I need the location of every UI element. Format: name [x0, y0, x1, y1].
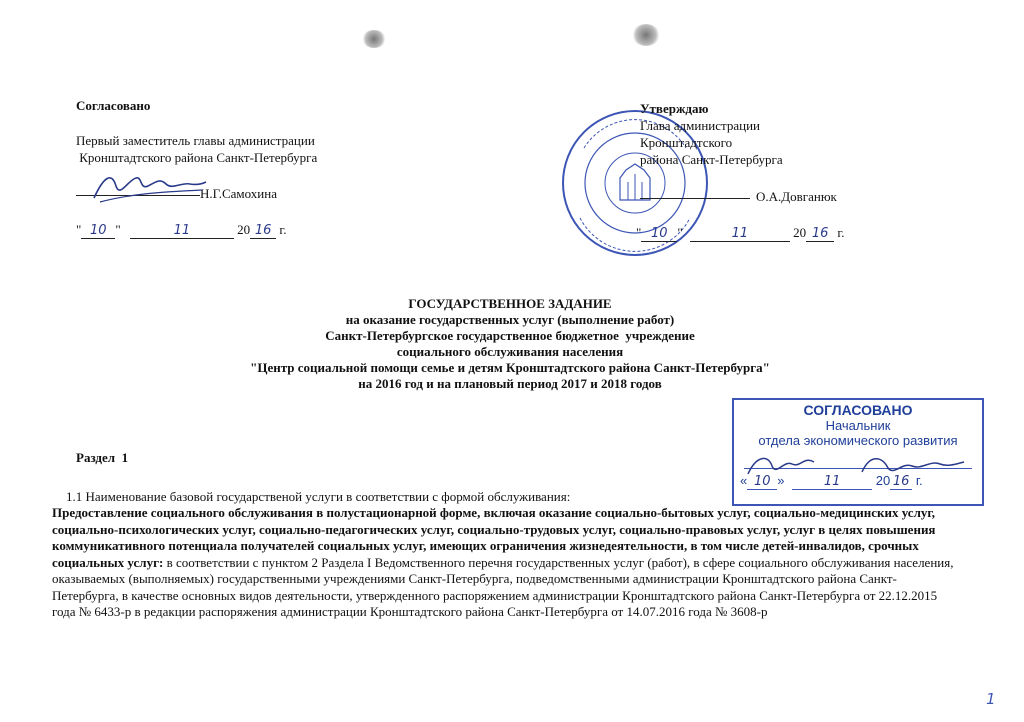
- right-date-day: 10: [641, 226, 677, 242]
- left-signature: [90, 168, 210, 208]
- service-name-bold: Предоставление социального обслуживания в полустационарной форме, включая оказание социально-бытовых услуг, социально-медицинских услуг, социально-психологических услуг, социально-педагогических услуг, социально-трудовых услуг, социально-правовых услуг, услуг в целях повышения коммуникативного потенциала получателей социальных услуг, имеющих ограничения жизнедеятельности, в том числе детей-инвалидов, срочных социальных услуг:: [52, 505, 936, 570]
- stamp-line2: отдела экономического развития: [758, 433, 958, 448]
- right-date-row: [636, 225, 845, 242]
- service-basis-text: в соответствии с пунктом 2 Раздела I Ведомственного перечня государственных услуг (работ), в сфере социального обслуживания населения, оказываемых (выполняемых) государственными учреждениями Санкт-Петербурга, подведомственными администрации Кронштадтского района Санкт-Петербурга, в качестве основных видов деятельности, утвержденного распоряжением администрации Кронштадтского района Санкт-Петербурга от 22.12.2015 года № 6433-р в редакции распоряжения администрации Кронштадтского района Санкт-Петербурга от 14.07.2016 года № 3608-р: [52, 554, 954, 619]
- title-line1: ГОСУДАРСТВЕННОЕ ЗАДАНИЕ: [408, 296, 612, 311]
- body-paragraph: [52, 505, 958, 621]
- document-title: [160, 296, 860, 392]
- left-date-year-suffix: 16: [250, 223, 276, 239]
- left-date-row: [76, 222, 287, 239]
- title-line5: "Центр социальной помощи семье и детям Кронштадтского района Санкт-Петербурга": [250, 360, 770, 375]
- right-signatory-name: О.А.Довганюк: [756, 189, 837, 204]
- page-number: 1: [986, 690, 996, 708]
- right-position-line3: района Санкт-Петербурга: [640, 152, 783, 167]
- left-heading: Согласовано: [76, 98, 151, 113]
- stamp-date-close: »: [777, 473, 785, 488]
- left-date-quote-close: ": [115, 222, 121, 237]
- stamp-date-year-suffix: 16: [890, 474, 912, 490]
- title-line3: Санкт-Петербургское государственное бюджетное учреждение: [325, 328, 695, 343]
- right-signature-row: [640, 189, 837, 204]
- stamp-signature: [742, 446, 972, 486]
- binding-hole-right: [632, 24, 660, 46]
- title-line6: на 2016 год и на плановый период 2017 и 2018 годов: [358, 376, 662, 391]
- right-date-year-prefix: 20: [793, 225, 807, 240]
- right-date-quote-close: ": [677, 225, 683, 240]
- left-signatory-name: Н.Г.Самохина: [200, 186, 277, 201]
- left-position-line2: Кронштадтского района Санкт-Петербурга: [76, 150, 318, 165]
- stamp-line1: Начальник: [825, 418, 891, 433]
- right-date-year-suffix: 16: [806, 226, 834, 242]
- right-position-line1: Глава администрации: [640, 118, 761, 133]
- left-position-line1: Первый заместитель главы администрации: [76, 133, 315, 148]
- stamp-title: СОГЛАСОВАНО: [803, 402, 913, 418]
- stamp-date-day: 10: [747, 474, 777, 490]
- right-heading: Утверждаю: [640, 101, 709, 116]
- section-label: Раздел 1: [76, 450, 129, 465]
- stamp-date-month: 11: [792, 474, 872, 490]
- right-signature-line: [640, 198, 750, 199]
- title-line4: социального обслуживания населения: [396, 344, 624, 359]
- right-date-quote-open: ": [636, 225, 642, 240]
- left-date-month: 11: [130, 223, 234, 239]
- left-date-day: 10: [81, 223, 115, 239]
- right-position-line2: Кронштадтского: [640, 135, 733, 150]
- right-date-suffix: г.: [837, 225, 845, 240]
- left-date-quote-open: ": [76, 222, 82, 237]
- left-date-suffix: г.: [279, 222, 287, 237]
- left-date-year-prefix: 20: [237, 222, 251, 237]
- item-label: 1.1 Наименование базовой государственой услуги в соответствии с формой обслуживания:: [66, 489, 571, 504]
- stamp-date-year-prefix: 20: [875, 473, 891, 488]
- stamp-date-suffix: г.: [915, 473, 923, 488]
- title-line2: на оказание государственных услуг (выполнение работ): [345, 312, 675, 327]
- binding-hole-left: [362, 30, 386, 48]
- stamp-date-open: «: [740, 473, 748, 488]
- right-date-month: 11: [690, 226, 790, 242]
